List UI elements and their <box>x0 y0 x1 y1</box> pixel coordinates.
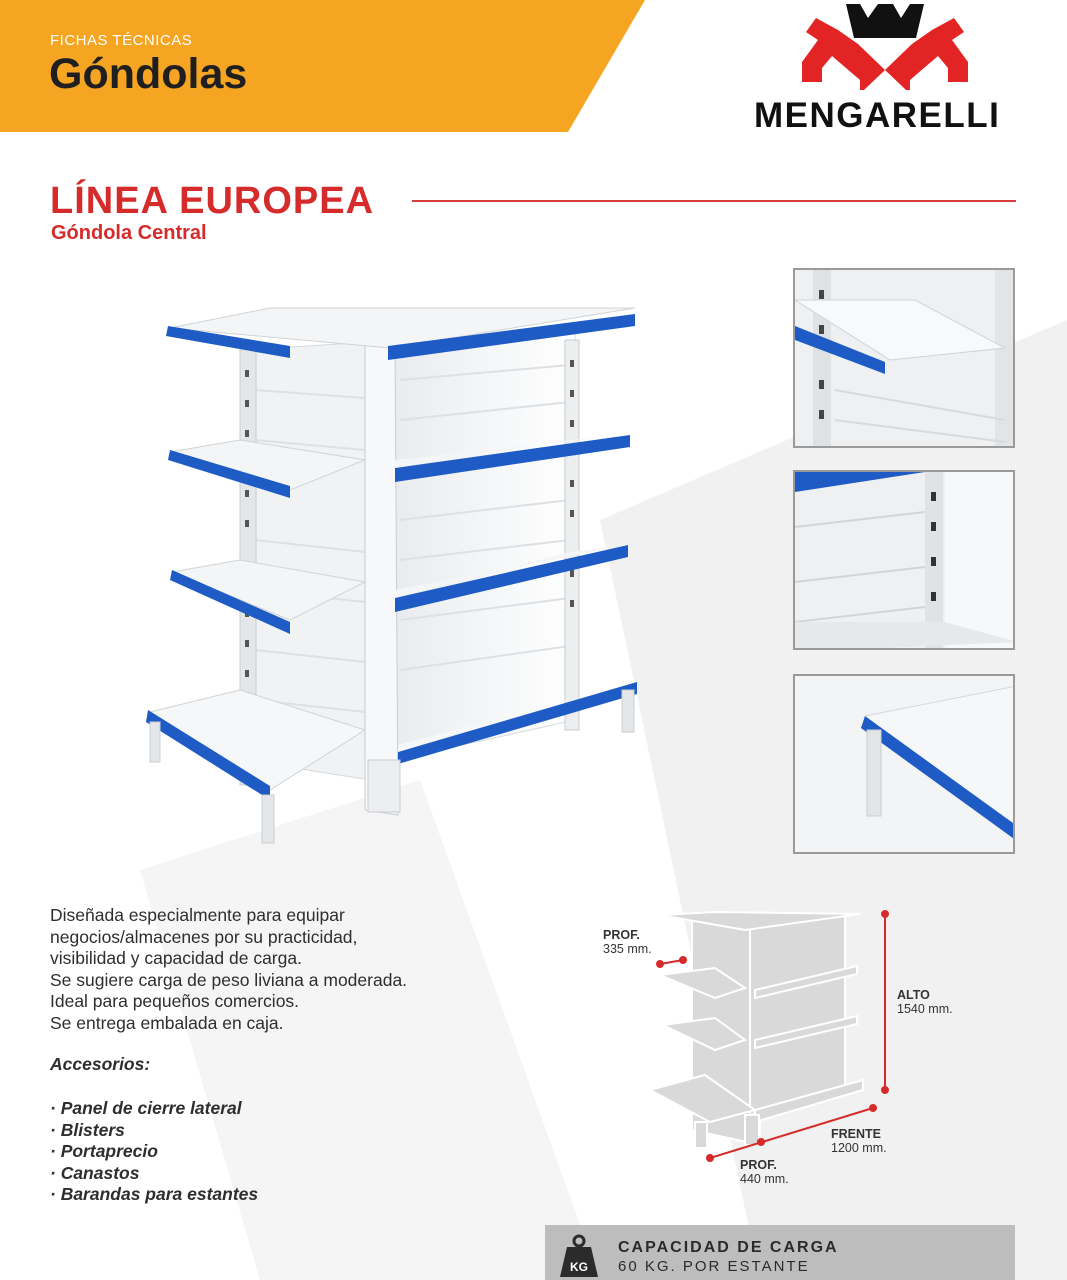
header-title: Góndolas <box>49 50 248 98</box>
description-line: Ideal para pequeños comercios. <box>50 991 300 1012</box>
load-capacity-bar <box>545 1225 1015 1280</box>
heading-divider <box>412 200 1016 202</box>
description-line: Diseñada especialmente para equipar <box>50 905 345 925</box>
product-line-title: LÍNEA EUROPEA <box>50 180 375 222</box>
detail-image-back-panel <box>793 470 1015 650</box>
accessories-list <box>50 1098 258 1206</box>
accessory-item: · Portaprecio <box>50 1141 158 1161</box>
front-label <box>831 1127 887 1155</box>
brand-name: MENGARELLI <box>754 96 1001 135</box>
description-line: visibilidad y capacidad de carga. <box>50 948 302 969</box>
brand-logo <box>750 0 1020 140</box>
shelf-depth-label <box>603 928 652 956</box>
dimension-diagram <box>595 900 1015 1200</box>
height-title: ALTO <box>897 988 930 1002</box>
base-depth-value: 440 mm. <box>740 1172 789 1186</box>
shelf-depth-value: 335 mm. <box>603 942 652 956</box>
accessory-item: · Barandas para estantes <box>50 1184 259 1204</box>
accessory-item: · Blisters <box>50 1119 125 1140</box>
height-label <box>897 988 953 1016</box>
kg-icon-text: KG <box>570 1260 588 1274</box>
height-value: 1540 mm. <box>897 1002 953 1016</box>
product-model-subtitle: Góndola Central <box>51 222 207 244</box>
header-kicker: FICHAS TÉCNICAS <box>50 32 193 49</box>
accessory-item: · Canastos <box>50 1162 140 1183</box>
description-line: negocios/almacenes por su practicidad, <box>50 926 358 947</box>
accessories-title: Accesorios: <box>50 1054 151 1074</box>
shelf-depth-title: PROF. <box>603 928 640 942</box>
accessory-item: · Panel de cierre lateral <box>50 1098 242 1118</box>
gondola-product-image <box>140 290 650 850</box>
product-description <box>50 905 510 1035</box>
capacity-value: 60 KG. POR ESTANTE <box>618 1258 810 1275</box>
front-title: FRENTE <box>831 1127 881 1141</box>
base-depth-title: PROF. <box>740 1158 777 1172</box>
description-line: Se entrega embalada en caja. <box>50 1012 284 1033</box>
weight-kg-icon <box>559 1233 599 1277</box>
mengarelli-logo-icon <box>798 0 973 95</box>
front-value: 1200 mm. <box>831 1141 887 1155</box>
capacity-title: CAPACIDAD DE CARGA <box>618 1239 839 1256</box>
base-depth-label <box>740 1158 789 1186</box>
detail-image-base-shelf <box>793 674 1015 854</box>
description-line: Se sugiere carga de peso liviana a moderada. <box>50 969 408 990</box>
detail-image-shelf-bracket <box>793 268 1015 448</box>
